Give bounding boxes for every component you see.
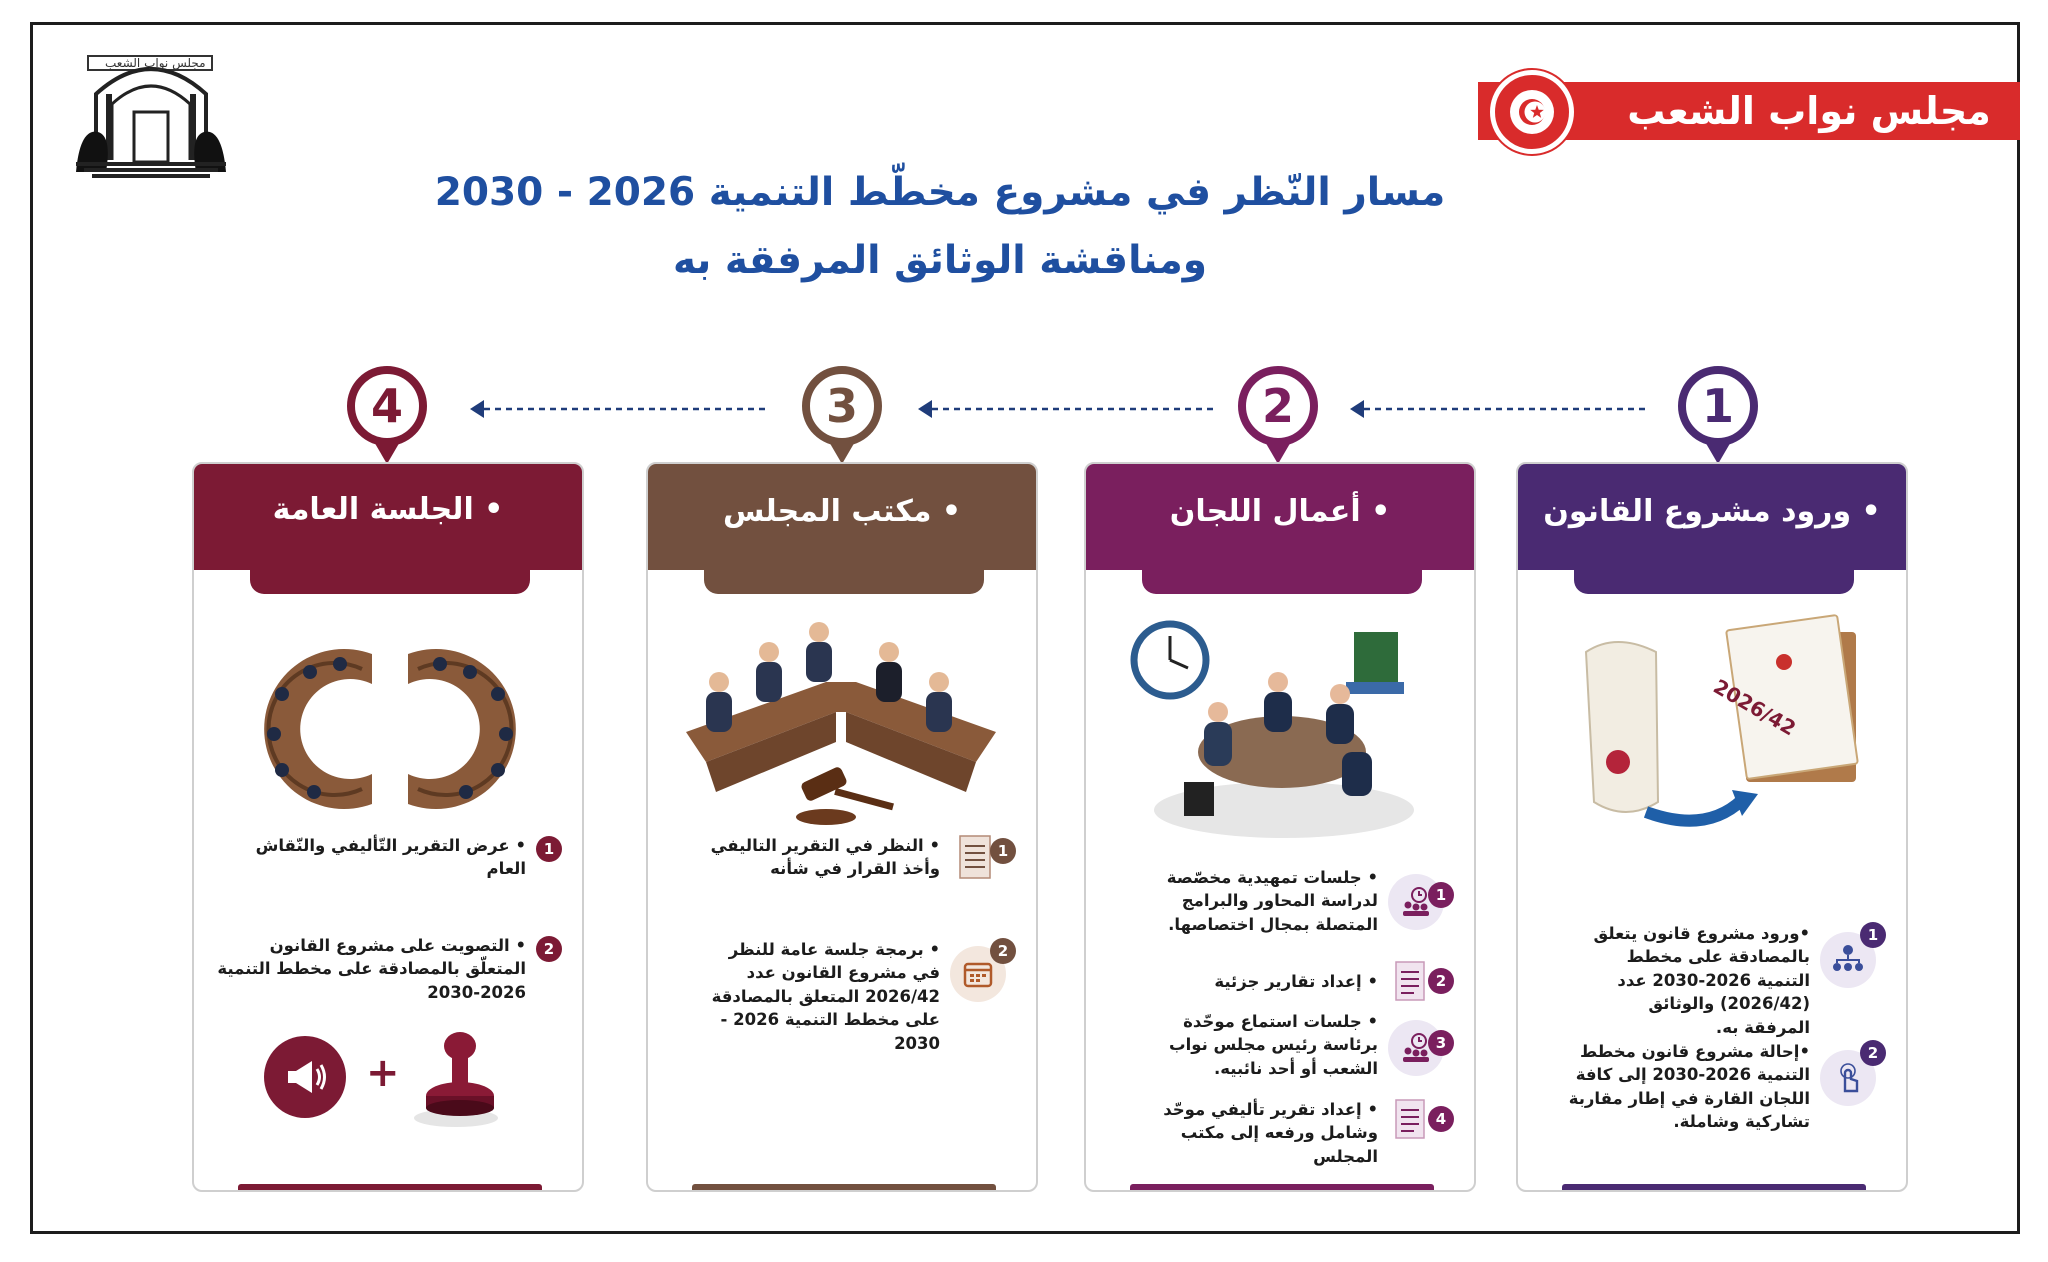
step-marker-4	[345, 364, 429, 468]
step-card-4	[192, 462, 584, 1192]
card-title: • مكتب المجلس	[722, 494, 962, 529]
card-title: • الجلسة العامة	[272, 492, 504, 527]
item-badge: 2	[1428, 968, 1454, 994]
card-header-tab	[1142, 564, 1422, 594]
stamp-icon	[404, 1026, 508, 1130]
item-text: • إعداد تقرير تأليفي موحّد وشامل ورفعه إلى مكتب المجلس	[1163, 1100, 1378, 1166]
item-text: • عرض التقرير التّأليفي والنّقاش العام	[255, 836, 526, 879]
card-footer-bar	[1130, 1184, 1434, 1190]
step-number: 3	[825, 379, 858, 433]
item-badge: 4	[1428, 1106, 1454, 1132]
item-text: • النظر في التقرير التاليفي وأخذ القرار في شأنه	[710, 836, 940, 879]
emblem-caption: مجلس نواب الشعب	[105, 56, 206, 70]
list-item	[700, 938, 1016, 1055]
parliament-emblem-icon	[72, 50, 230, 184]
card-footer-bar	[1562, 1184, 1866, 1190]
item-text: • التصويت على مشروع القانون المتعلّق بالمصادقة على مخطط التنمية 2026-2030	[217, 936, 526, 1002]
card-header	[1518, 464, 1906, 570]
step-number: 4	[370, 379, 403, 433]
list-item	[1138, 960, 1454, 1016]
card-header	[648, 464, 1036, 570]
item-badge: 1	[536, 836, 562, 862]
item-text: • جلسات تمهيدية مخصّصة لدراسة المحاور والبرامج المتصلة بمجال اختصاصها.	[1166, 868, 1378, 934]
item-text: • برمجة جلسة عامة للنظر في مشروع القانون عدد 2026/42 المتعلق بالمصادقة على مخطط التنمية 2026 - 2030	[711, 940, 940, 1053]
committee-meeting-illustration	[1114, 612, 1450, 842]
flow-arrow-2-to-3	[916, 397, 1216, 421]
item-badge: 2	[990, 938, 1016, 964]
item-badge: 1	[1428, 882, 1454, 908]
card-footer-bar	[692, 1184, 996, 1190]
megaphone-icon	[264, 1036, 346, 1118]
card-header-tab	[704, 564, 984, 594]
tunisia-flag-icon	[1490, 70, 1574, 154]
card-header	[1086, 464, 1474, 570]
step-card-1	[1516, 462, 1908, 1192]
card-header	[194, 464, 582, 570]
board-meeting-gavel-illustration	[676, 612, 1012, 842]
list-item	[226, 834, 562, 881]
flow-arrow-3-to-4	[468, 397, 768, 421]
step-number: 2	[1261, 379, 1294, 433]
parliament-name: مجلس نواب الشعب	[1627, 89, 1991, 133]
item-badge: 1	[990, 838, 1016, 864]
step-number: 1	[1701, 379, 1734, 433]
step-marker-1	[1676, 364, 1760, 468]
list-item	[216, 934, 562, 1004]
step-card-3	[646, 462, 1038, 1192]
document-icon	[958, 834, 994, 886]
card-title: • أعمال اللجان	[1169, 494, 1391, 529]
plenary-hall-illustration	[222, 624, 558, 824]
page-title-line2: ومناقشة الوثائق المرفقة به	[672, 238, 1208, 283]
svg-text:2026/42: 2026/42	[1709, 674, 1800, 741]
item-badge: 2	[1860, 1040, 1886, 1066]
list-item	[710, 834, 1016, 894]
item-text: • إعداد تقارير جزئية	[1214, 972, 1378, 991]
list-item	[1118, 1098, 1454, 1168]
list-item	[1580, 922, 1886, 1039]
list-item	[1138, 866, 1454, 936]
document-icon	[1394, 960, 1428, 1008]
item-text: •ورود مشروع قانون يتعلق بالمصادقة على مخطط التنمية 2026-2030 عدد (2026/42) والوثائق المرفقة به.	[1593, 924, 1810, 1037]
step-marker-2	[1236, 364, 1320, 468]
plus-icon: +	[366, 1050, 400, 1096]
item-badge: 2	[536, 936, 562, 962]
card-header-tab	[250, 564, 530, 594]
flow-arrow-1-to-2	[1348, 397, 1648, 421]
step-marker-3	[800, 364, 884, 468]
list-item	[1138, 1010, 1454, 1080]
item-text: • جلسات استماع موحّدة برئاسة رئيس مجلس نواب الشعب أو أحد نائبيه.	[1168, 1012, 1378, 1078]
page-title-line1: مسار النّظر في مشروع مخطّط التنمية 2026 - 2030	[434, 170, 1446, 215]
scroll-and-folder-illustration	[1546, 612, 1882, 842]
list-item	[1540, 1040, 1886, 1134]
card-header-tab	[1574, 564, 1854, 594]
step-card-2	[1084, 462, 1476, 1192]
item-badge: 3	[1428, 1030, 1454, 1056]
item-text: •إحالة مشروع قانون مخطط التنمية 2026-2030 إلى كافة اللجان القارة في إطار مقاربة تشاركية وشاملة.	[1568, 1042, 1810, 1132]
card-title: • ورود مشروع القانون	[1543, 494, 1881, 529]
item-badge: 1	[1860, 922, 1886, 948]
document-icon	[1394, 1098, 1428, 1146]
card-footer-bar	[238, 1184, 542, 1190]
